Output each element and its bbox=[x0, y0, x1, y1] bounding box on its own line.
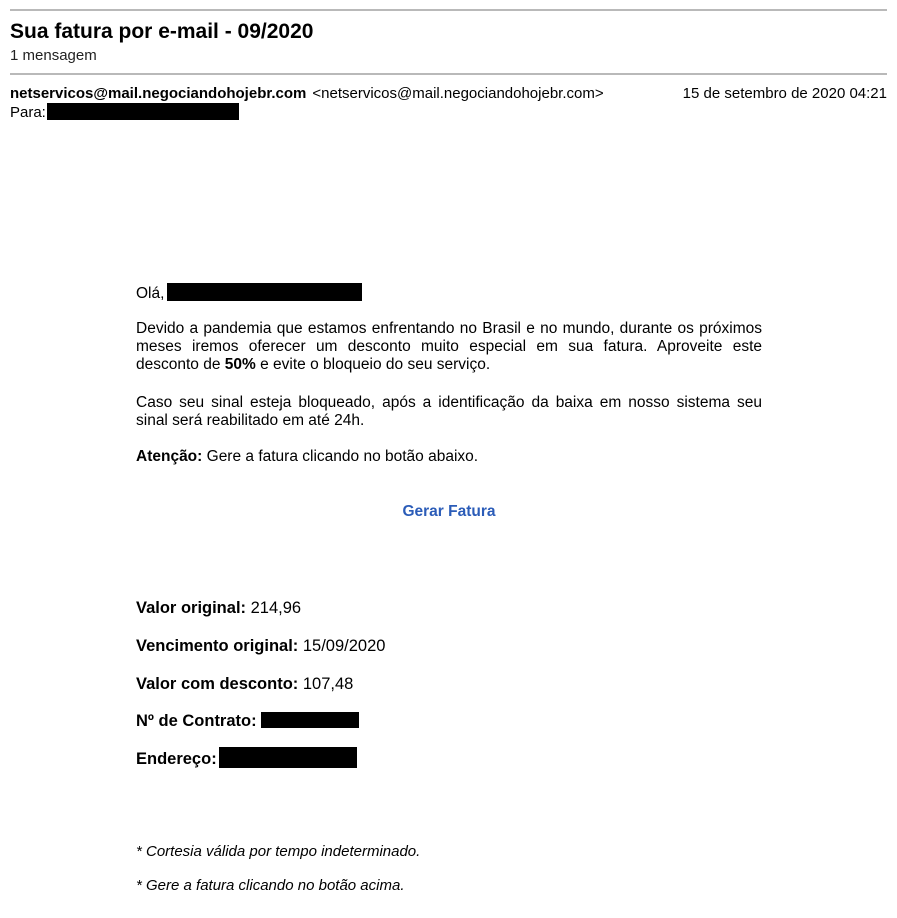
original-value-row bbox=[136, 597, 301, 619]
top-divider bbox=[10, 9, 887, 11]
paragraph-discount-text-b: e evite o bloqueio do seu serviço. bbox=[255, 356, 491, 373]
original-value-label: Valor original: bbox=[136, 599, 247, 617]
sender-line bbox=[10, 84, 887, 103]
paragraph-discount-text-a: Devido a pandemia que estamos enfrentando no Brasil e no mundo, durante os próximos meses iremos oferecer um desconto muito especial em sua fatura. Aproveite este desconto de bbox=[136, 320, 762, 373]
message-date: 15 de setembro de 2020 04:21 bbox=[682, 85, 887, 102]
original-due-row bbox=[136, 635, 385, 657]
address-row bbox=[136, 748, 357, 770]
header-divider bbox=[10, 73, 887, 75]
contract-redaction bbox=[261, 712, 359, 728]
greeting-text: Olá, bbox=[136, 285, 165, 302]
sender-name[interactable]: netservicos@mail.negociandohojebr.com bbox=[10, 85, 307, 102]
discount-value-row bbox=[136, 673, 353, 695]
recipient-line bbox=[10, 103, 239, 122]
paragraph-discount bbox=[136, 320, 762, 374]
contract-label: Nº de Contrato: bbox=[136, 712, 257, 730]
footnote-generate: * Gere a fatura clicando no botão acima. bbox=[136, 877, 405, 894]
address-redaction bbox=[219, 747, 357, 768]
discount-value-label: Valor com desconto: bbox=[136, 675, 299, 693]
message-count: 1 mensagem bbox=[10, 47, 97, 64]
sender-address: <netservicos@mail.negociandohojebr.com> bbox=[312, 85, 604, 102]
address-label: Endereço: bbox=[136, 750, 217, 768]
name-redaction bbox=[167, 283, 362, 301]
footnote-courtesy: * Cortesia válida por tempo indeterminado. bbox=[136, 843, 421, 860]
greeting bbox=[136, 283, 762, 305]
original-due: 15/09/2020 bbox=[298, 637, 386, 655]
recipient-redaction bbox=[47, 103, 239, 120]
attention-text: Gere a fatura clicando no botão abaixo. bbox=[202, 448, 479, 465]
discount-value: 107,48 bbox=[298, 675, 354, 693]
original-value: 214,96 bbox=[246, 599, 302, 617]
email-subject: Sua fatura por e-mail - 09/2020 bbox=[10, 20, 314, 43]
to-label: Para: bbox=[10, 104, 46, 121]
paragraph-signal: Caso seu sinal esteja bloqueado, após a identificação da baixa em nosso sistema seu sinal será reabilitado em até 24h. bbox=[136, 394, 762, 429]
attention-label: Atenção: bbox=[136, 448, 203, 465]
discount-percent: 50% bbox=[224, 356, 256, 373]
original-due-label: Vencimento original: bbox=[136, 637, 299, 655]
contract-row bbox=[136, 710, 359, 732]
email-body bbox=[136, 283, 762, 894]
generate-invoice-link[interactable]: Gerar Fatura bbox=[402, 503, 496, 520]
paragraph-attention bbox=[136, 448, 762, 466]
